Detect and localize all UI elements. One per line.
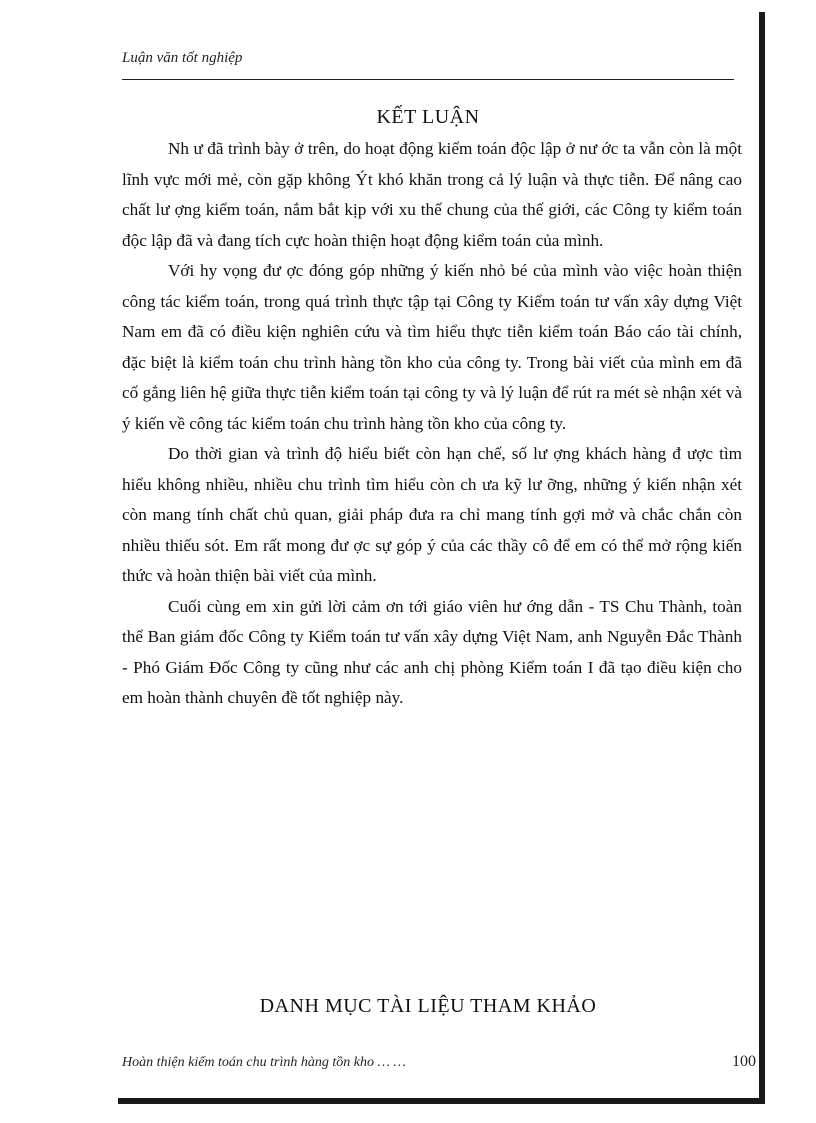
paragraph: Với hy vọng đư ợc đóng góp những ý kiến nhỏ bé của mình vào việc hoàn thiện công tác kiểm toán, trong quá trình thực tập tại Công ty Kiểm toán tư vấn xây dựng Việt Nam em đã có điều kiện nghiên cứu và tìm hiểu thực tiễn kiểm toán Báo cáo tài chính, đặc biệt là kiểm toán chu trình hàng tồn kho của công ty. Trong bài viết của mình em đã cố gắng liên hệ giữa thực tiễn kiểm toán tại công ty và lý luận để rút ra mét sè nhận xét và ý kiến về công tác kiểm toán chu trình hàng tồn kho của công ty. [122, 261, 742, 433]
paragraph: Do thời gian và trình độ hiểu biết còn hạn chế, số lư ợng khách hàng đ ược tìm hiểu không nhiều, nhiều chu trình tìm hiểu còn ch ưa kỹ lư ỡng, những ý kiến nhận xét còn mang tính chất chủ quan, giải pháp đưa ra chỉ mang tính gợi mở và chắc chắn còn nhiều thiếu sót. Em rất mong đư ợc sự góp ý của các thầy cô để em có thể mở rộng kiến thức và hoàn thiện bài viết của mình. [122, 444, 742, 585]
page-number: 100 [732, 1053, 756, 1070]
paragraph: Nh ư đã trình bày ở trên, do hoạt động kiểm toán độc lập ở nư ớc ta vẫn còn là một lĩnh vực mới mẻ, còn gặp không Ýt khó khăn trong cả lý luận và thực tiễn. Để nâng cao chất lư ợng kiểm toán, nắm bắt kịp với xu thế chung của thế giới, các Công ty kiểm toán độc lập đã và đang tích cực hoàn thiện hoạt động kiểm toán của mình. [122, 139, 742, 250]
page-shadow-right [759, 12, 765, 1102]
conclusion-body [122, 134, 742, 714]
conclusion-heading: KẾT LUẬN [376, 106, 480, 128]
paragraph: Cuối cùng em xin gửi lời cảm ơn tới giáo viên hư ớng dẫn - TS Chu Thành, toàn thể Ban giám đốc Công ty Kiểm toán tư vấn xây dựng Việt Nam, anh Nguyễn Đắc Thành - Phó Giám Đốc Công ty cũng như các anh chị phòng Kiểm toán I đã tạo điều kiện cho em hoàn thành chuyên đề tốt nghiệp này. [122, 596, 742, 707]
page-shadow-bottom [118, 1098, 765, 1104]
running-header: Luận văn tốt nghiệp [122, 50, 243, 66]
header-rule [122, 79, 734, 80]
running-footer: Hoàn thiện kiểm toán chu trình hàng tồn kho … … [122, 1055, 406, 1070]
references-heading: DANH MỤC TÀI LIỆU THAM KHẢO [259, 995, 597, 1017]
